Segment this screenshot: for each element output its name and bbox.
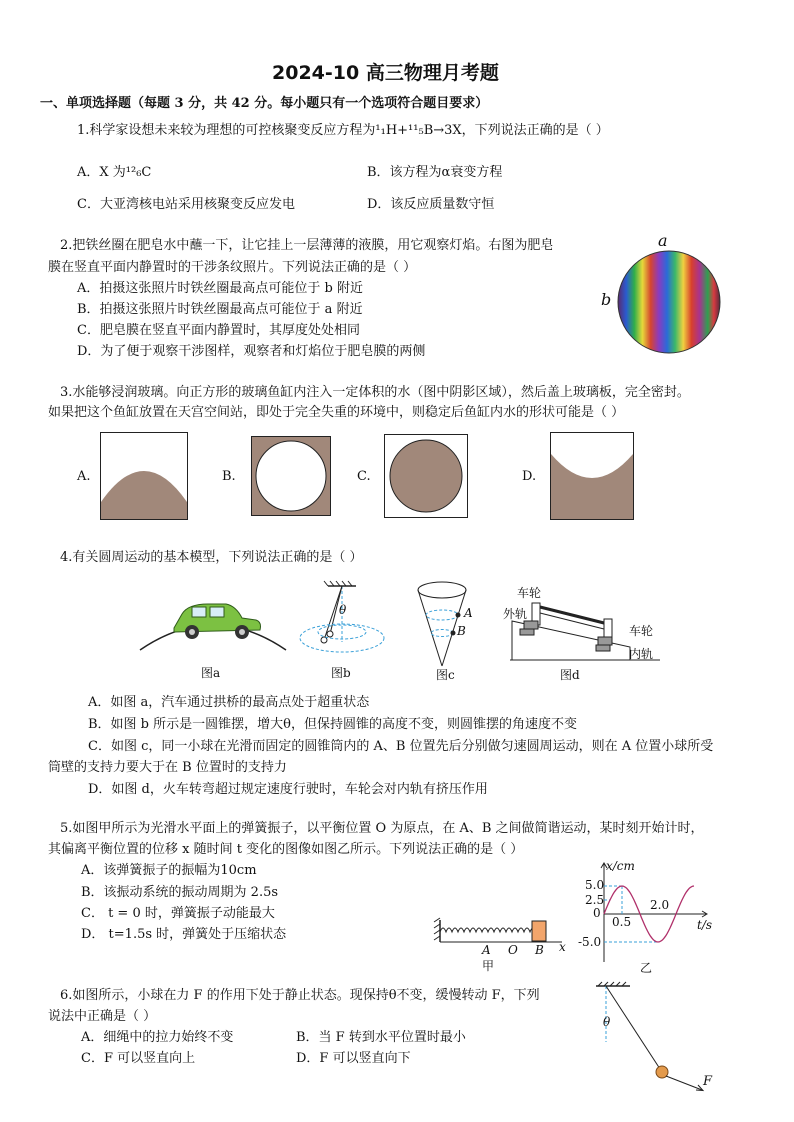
q3-stem-line2: 如果把这个鱼缸放置在天宫空间站，即处于完全失重的环境中，则稳定后鱼缸内水的形状可能是（ ） — [48, 405, 625, 420]
fig-c-point-a: A — [464, 606, 473, 620]
q4-option-a[interactable]: A．如图 a，汽车通过拱桥的最高点处于超重状态 — [88, 695, 370, 710]
fig-d-outer-rail: 外轨 — [503, 607, 528, 621]
q3-figure-c — [384, 434, 468, 518]
xt-tick-5: 5.0 — [585, 878, 605, 892]
q2-option-a[interactable]: A．拍摄这张照片时铁丝圈最高点可能位于 b 附近 — [77, 281, 363, 296]
q3-option-d[interactable]: D. — [522, 469, 537, 484]
page-title: 2024-10 高三物理月考题 — [272, 62, 499, 84]
q5-option-a[interactable]: A．该弹簧振子的振幅为10cm — [81, 863, 257, 878]
fig-b-caption: 图b — [331, 666, 351, 680]
fig-a-caption: 图a — [201, 666, 221, 680]
q3-figure-b — [251, 436, 331, 516]
q5-stem-line2: 其偏离平衡位置的位移 x 随时间 t 变化的图像如图乙所示。下列说法正确的是（ ） — [48, 842, 524, 857]
fig-d-caption: 图d — [560, 668, 580, 682]
q3-figure-d — [550, 432, 634, 520]
q3-stem-line1: 3.水能够浸润玻璃。向正方形的玻璃鱼缸内注入一定体积的水（图中阴影区域），然后盖上玻璃板，完全密封。 — [60, 385, 690, 400]
xt-tick-0-5: 0.5 — [612, 915, 632, 929]
q1-option-a[interactable]: A．X 为¹²₆C — [77, 165, 152, 180]
q1-option-c[interactable]: C．大亚湾核电站采用核聚变反应发电 — [77, 197, 295, 212]
q2-option-c[interactable]: C．肥皂膜在竖直平面内静置时，其厚度处处相同 — [77, 323, 360, 338]
soap-label-b: b — [601, 290, 612, 309]
xt-tick-0: 0 — [593, 906, 601, 920]
fig-c-point-b: B — [457, 624, 466, 638]
q6-stem-line2: 说法中正确是（ ） — [48, 1009, 157, 1024]
xt-tick-neg5: -5.0 — [578, 935, 602, 949]
q4-figure-a — [138, 590, 288, 660]
q5-option-c[interactable]: C． t = 0 时，弹簧振子动能最大 — [81, 906, 275, 921]
fig-c-caption: 图c — [436, 668, 455, 682]
q3-option-a[interactable]: A. — [77, 469, 91, 484]
xt-axis-x-label: t/s — [697, 918, 713, 932]
q4-option-c[interactable]: C．如图 c，同一小球在光滑而固定的圆锥筒内的 A、B 位置先后分别做匀速圆周运动，则在 A 位置小球所受 — [88, 739, 714, 754]
q1-option-d[interactable]: D．该反应质量数守恒 — [367, 197, 495, 212]
spring-oscillator-figure — [434, 916, 564, 946]
q2-stem-line2: 膜在竖直平面内静置时的干涉条纹照片。下列说法正确的是（ ） — [48, 260, 417, 275]
q3-option-b[interactable]: B. — [222, 469, 236, 484]
q6-figure — [588, 982, 718, 1092]
q4-figure-b — [298, 580, 400, 664]
q6-stem-line1: 6.如图所示，小球在力 F 的作用下处于静止状态。现保持θ不变，缓慢转动 F，下列 — [60, 988, 540, 1003]
q2-option-b[interactable]: B．拍摄这张照片时铁丝圈最高点可能位于 a 附近 — [77, 302, 363, 317]
q1-option-b[interactable]: B．该方程为α衰变方程 — [367, 165, 503, 180]
fig-d-wheel-right: 车轮 — [629, 624, 654, 638]
q5-option-b[interactable]: B．该振动系统的振动周期为 2.5s — [81, 885, 279, 900]
figure-jia-caption: 甲 — [482, 959, 495, 973]
figure-yi-caption: 乙 — [640, 961, 653, 975]
q4-option-d[interactable]: D．如图 d，火车转弯超过规定速度行驶时，车轮会对内轨有挤压作用 — [88, 782, 488, 797]
xt-tick-2-0: 2.0 — [650, 898, 670, 912]
q6-option-a[interactable]: A．细绳中的拉力始终不变 — [81, 1030, 234, 1045]
q5-option-d[interactable]: D． t=1.5s 时，弹簧处于压缩状态 — [81, 927, 287, 942]
soap-film-photo — [617, 250, 721, 354]
xt-axis-y-label: x/cm — [606, 859, 635, 873]
q2-stem-line1: 2.把铁丝圈在肥皂水中蘸一下，让它挂上一层薄薄的液膜，用它观察灯焰。右图为肥皂 — [60, 238, 554, 253]
xt-tick-2-5: 2.5 — [585, 893, 605, 907]
q1-stem: 1.科学家设想未来较为理想的可控核聚变反应方程为¹₁H+¹¹₅B→3X，下列说法正确的是（ ） — [77, 123, 609, 138]
q2-option-d[interactable]: D．为了便于观察干涉图样，观察者和灯焰位于肥皂膜的两侧 — [77, 344, 426, 359]
q3-figure-a — [100, 432, 188, 520]
fig-d-wheel-left: 车轮 — [517, 586, 542, 600]
q4-figure-c — [412, 578, 482, 670]
soap-label-a: a — [658, 231, 668, 250]
q6-option-b[interactable]: B．当 F 转到水平位置时最小 — [296, 1030, 466, 1045]
q6-option-c[interactable]: C．F 可以竖直向上 — [81, 1051, 196, 1066]
q4-stem: 4.有关圆周运动的基本模型，下列说法正确的是（ ） — [60, 550, 363, 565]
q4-option-b[interactable]: B．如图 b 所示是一圆锥摆，增大θ，但保持圆锥的高度不变，则圆锥摆的角速度不变 — [88, 717, 577, 732]
oscillator-label-a: A — [482, 943, 491, 957]
q4-option-c-cont: 筒壁的支持力要大于在 B 位置时的支持力 — [48, 760, 287, 775]
q6-option-d[interactable]: D．F 可以竖直向下 — [296, 1051, 411, 1066]
oscillator-label-b: B — [535, 943, 544, 957]
fig-b-theta: θ — [339, 603, 347, 617]
q6-theta-label: θ — [603, 1015, 611, 1029]
q6-force-label: F — [703, 1074, 713, 1089]
oscillator-label-x: x — [559, 940, 566, 954]
oscillator-label-o: O — [508, 943, 518, 957]
fig-d-inner-rail: 内轨 — [629, 647, 654, 661]
section-heading: 一、单项选择题（每题 3 分，共 42 分。每小题只有一个选项符合题目要求） — [40, 96, 489, 111]
q5-stem-line1: 5.如图甲所示为光滑水平面上的弹簧振子，以平衡位置 O 为原点，在 A、B 之间做简谐运动，某时刻开始计时， — [60, 821, 704, 836]
q3-option-c[interactable]: C. — [357, 469, 371, 484]
